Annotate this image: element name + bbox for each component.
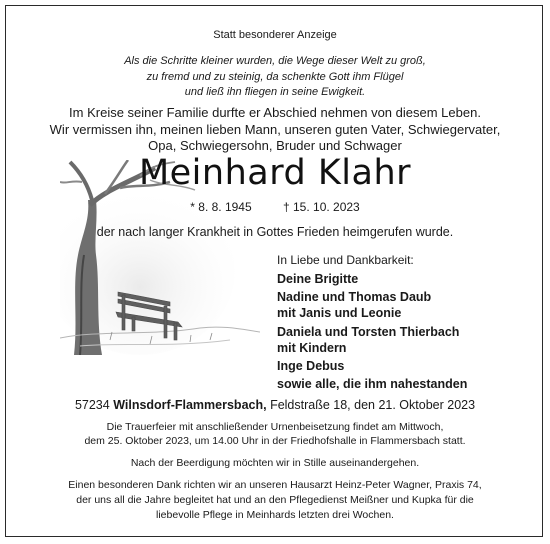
deceased-name: Meinhard Klahr [138,153,412,193]
service-line: Die Trauerfeier mit anschließender Urnenbeisetzung findet am Mittwoch, [106,421,444,433]
service-info [0,420,550,448]
death-statement: der nach langer Krankheit in Gottes Frieden heimgerufen wurde. [96,225,454,239]
header-line: Statt besonderer Anzeige [213,29,337,41]
mourner-line: Nadine und Thomas Daub [277,290,432,305]
burial-note: Nach der Beerdigung möchten wir in Stille auseinandergehen. [130,457,420,469]
address-zip: 57234 [74,398,110,412]
intro-line: Wir vermissen ihn, meinen lieben Mann, unseren guten Vater, Schwiegervater, [49,121,501,137]
quote-line: zu fremd und zu steinig, da schenkte Gott ihm Flügel [146,70,404,83]
mourner-line: mit Janis und Leonie [277,306,402,321]
intro-line: Im Kreise seiner Familie durfte er Abschied nehmen von diesem Leben. [69,105,481,120]
intro-block [0,105,550,155]
intro-line: Opa, Schwiegersohn, Bruder und Schwager [148,138,402,153]
mourners-lead: In Liebe und Dankbarkeit: [277,253,414,267]
death-date: † 15. 10. 2023 [283,200,360,214]
mourner-line: mit Kindern [277,340,347,355]
quote-line: und ließ ihn fliegen in seine Ewigkeit. [184,86,366,98]
address-line [0,398,550,412]
service-line: dem 25. Oktober 2023, um 14.00 Uhr in der Friedhofshalle in Flammersbach statt. [84,435,466,447]
mourner-line: Inge Debus [277,359,345,374]
quote-block [0,54,550,101]
thanks-line: liebevolle Pflege in Meinhards letzten drei Wochen. [156,509,394,521]
address-town: Wilnsdorf-Flammersbach, [113,398,267,412]
thanks-line: Einen besonderen Dank richten wir an unseren Hausarzt Heinz-Peter Wagner, Praxis 74, [68,479,482,491]
address-rest: Feldstraße 18, den 21. Oktober 2023 [270,398,476,412]
mourner-line: Deine Brigitte [277,272,359,286]
thanks-block [0,478,550,523]
mourners-block [277,252,467,392]
quote-line: Als die Schritte kleiner wurden, die Wege dieser Welt zu groß, [124,55,426,67]
thanks-line: der uns all die Jahre begleitet hat und an den Pflegedienst Meißner und Kupka für die [76,494,474,506]
mourner-line: Daniela und Torsten Thierbach [277,324,460,339]
birth-date: * 8. 8. 1945 [190,200,252,214]
life-dates [0,200,550,214]
mourner-line: sowie alle, die ihm nahestanden [277,377,468,392]
